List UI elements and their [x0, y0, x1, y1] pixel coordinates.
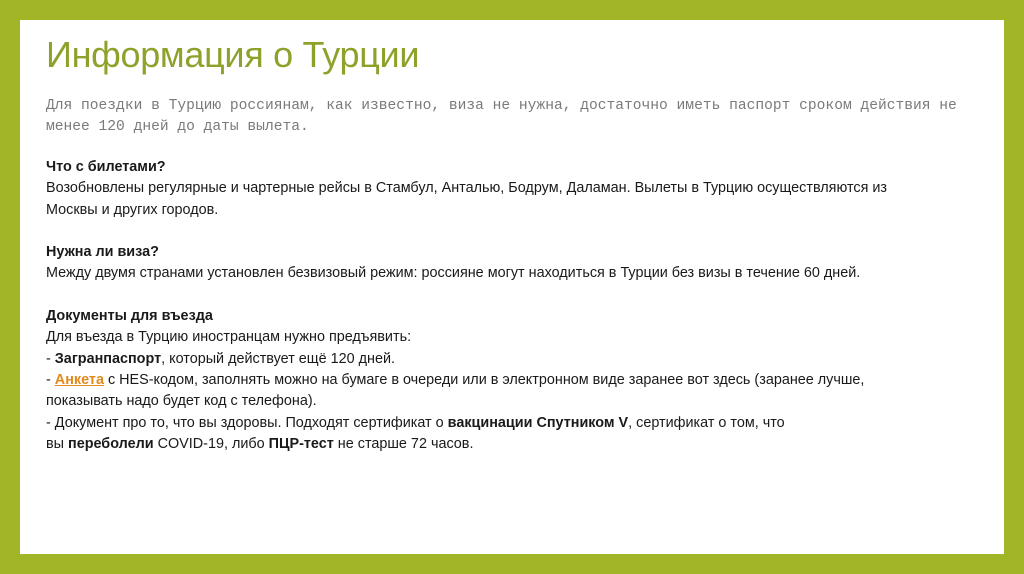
document-item-form: [46, 370, 976, 391]
document-item-passport: [46, 349, 976, 370]
documents-heading: Документы для въезда: [46, 308, 213, 325]
spacer: [46, 285, 976, 306]
intro-paragraph: Для поездки в Турцию россиянам, как известно, виза не нужна, достаточно иметь паспорт сроком действия не менее 120 дней до даты вылета.: [46, 98, 957, 135]
document-item-health-line-2: [46, 434, 976, 455]
tickets-text-line-1: Возобновлены регулярные и чартерные рейсы в Стамбул, Анталью, Бодрум, Даламан. Вылеты в Турцию осуществляются из: [46, 180, 887, 197]
form-text-line-1: с HES-кодом, заполнять можно на бумаге в очереди или в электронном виде заранее вот здесь (заранее лучше,: [103, 371, 865, 388]
recovered-label: переболели: [68, 435, 154, 452]
health-text-start: - Документ про то, что вы здоровы. Подходят сертификат о: [46, 414, 448, 431]
passport-text: , который действует ещё 120 дней.: [161, 350, 396, 367]
documents-lead: Для въезда в Турцию иностранцам нужно предъявить:: [46, 329, 412, 346]
document-item-health-line-1: [46, 413, 976, 434]
tickets-heading: Что с билетами?: [46, 159, 166, 175]
visa-heading: Нужна ли виза?: [46, 244, 159, 261]
health-text-mid: , сертификат о том, что: [628, 414, 785, 431]
vaccination-label: вакцинации Спутником V: [447, 414, 629, 431]
list-dash: -: [46, 371, 55, 388]
passport-label: Загранпаспорт: [54, 350, 162, 367]
pcr-test-label: ПЦР-тест: [268, 435, 334, 452]
list-dash: -: [46, 350, 55, 367]
tickets-text-line-2: Москвы и других городов.: [46, 201, 219, 218]
slide-body: [46, 157, 976, 455]
health-text-prefix: вы: [46, 435, 68, 452]
form-text-line-2: показывать надо будет код с телефона).: [46, 393, 317, 410]
page-title: Информация о Турции: [46, 34, 420, 75]
health-text-end: не старше 72 часов.: [333, 435, 474, 452]
spacer: [46, 221, 976, 242]
slide: [20, 20, 1004, 554]
health-text-mid-2: COVID-19, либо: [153, 435, 269, 452]
visa-text: Между двумя странами установлен безвизовый режим: россияне могут находиться в Турции без визы в течение 60 дней.: [46, 265, 861, 282]
form-link[interactable]: Анкета: [54, 371, 104, 388]
